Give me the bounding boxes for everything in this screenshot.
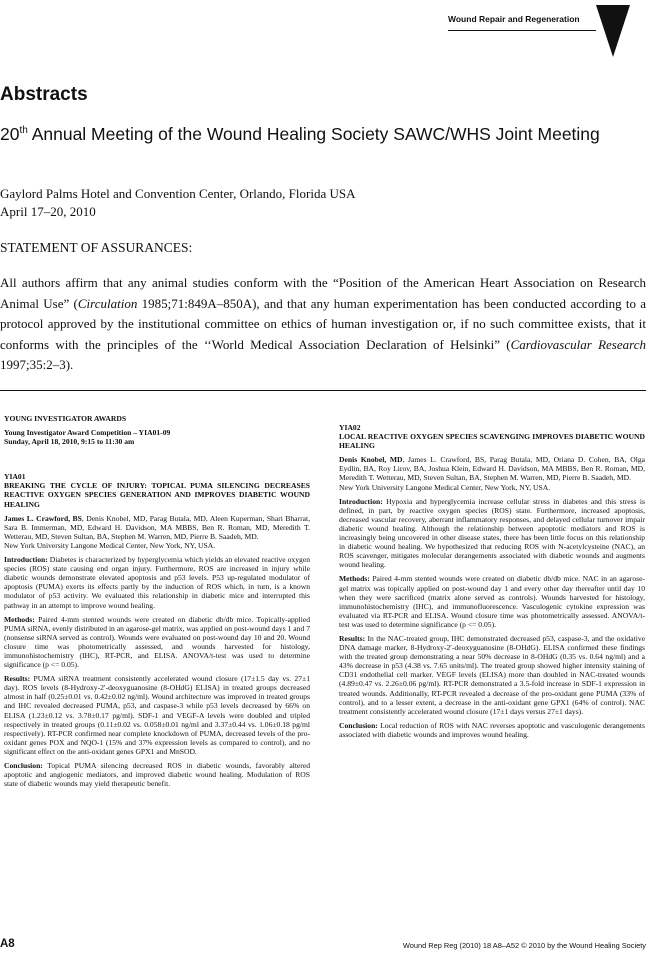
venue-block: [0, 185, 356, 221]
page-number: A8: [0, 938, 15, 950]
right-column: [339, 423, 645, 744]
assurance-heading: STATEMENT OF ASSURANCES:: [0, 240, 193, 255]
journal-citation: Wound Rep Reg (2010) 18 A8–A52 © 2010 by the Wound Healing Society: [402, 941, 646, 950]
spacer: [4, 446, 310, 472]
abstract-conclusion: [4, 761, 310, 788]
assurance-journal-1: Circulation: [77, 295, 138, 311]
conclusion-label: Conclusion:: [339, 720, 378, 730]
journal-name: Wound Repair and Regeneration: [448, 14, 580, 24]
session-time: Sunday, April 18, 2010, 9:15 to 11:30 am: [4, 437, 135, 447]
assurance-text-2: 1985;71:849A–850A), and that any human experimentation has been conducted according to a protocol approved by the institutional committee on ethics of human investigation or, if no such committee exists, that it conforms with the principles of the ‘‘World Medical Association Declaration of Helsinki” (: [0, 295, 646, 352]
abstract-results: [339, 634, 645, 716]
meeting-ordinal-suffix: th: [19, 125, 28, 136]
left-column: [4, 414, 310, 793]
introduction-text: Hypoxia and hyperglycemia increase cellular stress in diabetes and this stress is defined, in part, by reactive oxygen species (ROS) state. Furthermore, increased apoptosis, decreased vascular recovery, aberrant inflammatory responses, and delayed cellular turnover impair diabetic wound healing. Although the relationship between apoptotic mediators and ROS is increasingly being uncovered in other disease states, there has been little focus on this relationship in diabetic wound healing. We hypothesized that reducing ROS with N-acetylcysteine (NAC), an ROS scavenger, mitigates molecular derangements associated with diabetic wounds and augments wound healing.: [339, 496, 645, 570]
conclusion-text: Topical PUMA silencing decreased ROS in diabetic wounds, favorably altered apoptotic and angiogenic mediators, and improved diabetic wound healing. Modulation of ROS state of diabetic wounds may yield therapeutic benefit.: [4, 761, 310, 789]
conclusion-label: Conclusion:: [4, 761, 43, 770]
abstract-title: LOCAL REACTIVE OXYGEN SPECIES SCAVENGING IMPROVES DIABETIC WOUND HEALING: [339, 432, 645, 451]
results-label: Results:: [339, 633, 366, 643]
abstract-methods: [4, 615, 310, 670]
introduction-text: Diabetes is characterized by hyperglycemia which yields an elevated reactive oxygen species (ROS) state causing end organ injury. Furthermore, ROS are increased in injury while diabetic wounds demonstrate elevated apoptosis and p53 levels. P53 up-regulated modulator of apoptosis (PUMA) exerts its effects partly by the induction of ROS which, in turn, is a known modulator of p53 activity. We evaluated this relationship in diabetic mice and interrupted this pathway in an attempt to improve wound healing.: [4, 555, 310, 610]
abstract-authors: [4, 514, 310, 541]
abstract-results: [4, 674, 310, 756]
section-divider: [0, 390, 646, 391]
section-heading: Abstracts: [0, 84, 88, 105]
session-competition: Young Investigator Award Competition – YIA01-09: [4, 428, 171, 438]
results-text: PUMA siRNA treatment consistently accelerated wound closure (17±1.5 day vs. 27±1 day). ROS levels (8-Hydroxy-2′-deoxyguanosine (8-OHdG) ELISA) in treated groups decreased almost in half (0.25±0.01 vs. 0.42±0.02 ng/ml). Wound architecture was improved in treated groups and IHC revealed decreased PUMA, p53, and caspase-3 while p53 levels decreased by 66% on ELISA (1.23±0.12 vs. 3.78±0.17 pg/ml). SDF-1 and VEGF-A levels were doubled and tripled respectively in treated groups (0.11±0.02 vs. 0.058±0.01 ng/ml and 3.37±0.44 vs. 1.06±0.18 pg/ml respectively). RT-PCR confirmed near complete knockdown of PUMA, decreased levels of the pro-oxidant genes POX and NQO-1 (15% and 37% expression levels as compared to control), and no significant effect on the anti-oxidant genes GPX1 and MnSOD.: [4, 674, 310, 756]
abstract-conclusion: [339, 721, 645, 739]
journal-logo-wedge: [596, 5, 630, 57]
abstract-id: YIA02: [339, 423, 361, 432]
meeting-title: [0, 120, 640, 145]
presenting-author: James L. Crawford, BS: [4, 513, 82, 523]
venue-dates: April 17–20, 2010: [0, 204, 96, 219]
abstract-methods: [339, 574, 645, 629]
co-authors: , Denis Knobel, MD, Parag Butala, MD, Aleen Kuperman, Shari Bharrat, Sara B. Immerman, MD, Edward H. Davidson, MA MBBS, Ben R. Roman, MD, Meredith T. Wetterau, MD, Steven Sultan, BA, Stephen M. Warren, MD, Pierre B. Saadeh, MD.: [4, 513, 310, 541]
assurance-journal-2: Cardiovascular Research: [510, 336, 646, 352]
assurance-text-3: 1997;35:2–3).: [0, 357, 74, 373]
conclusion-text: Local reduction of ROS with NAC reverses apoptotic and vasculogenic derangements associated with diabetic wounds and improves wound healing.: [339, 720, 645, 739]
methods-label: Methods:: [339, 574, 370, 584]
session-section-title: YOUNG INVESTIGATOR AWARDS: [4, 414, 127, 423]
introduction-label: Introduction:: [339, 496, 383, 506]
meeting-title-text: Annual Meeting of the Wound Healing Society SAWC/WHS Joint Meeting: [27, 123, 600, 144]
co-authors: , James L. Crawford, BS, Parag Butala, MD, Oriana D. Cohen, BA, Olga Eydlin, BA, Roy Lirov, BA, Joshua Klein, Edward H. Davidson, MA MBBS, Ben R. Roman, MD, Meredith T. Wetterau, MD, Steven Sultan, BA, Stephen M. Warren, MD, Pierre B. Saadeh, MD.: [339, 455, 645, 483]
header-rule: [448, 30, 596, 31]
abstract-affiliation: New York University Langone Medical Center, New York, NY, USA.: [339, 482, 551, 492]
presenting-author: Denis Knobel, MD: [339, 455, 403, 465]
venue-location: Gaylord Palms Hotel and Convention Center, Orlando, Florida USA: [0, 186, 356, 201]
abstract-introduction: [339, 497, 645, 570]
abstract-id: YIA01: [4, 472, 26, 482]
results-text: In the NAC-treated group, IHC demonstrated decreased p53, caspase-3, and the oxidative DNA damage marker, 8-Hydroxy-2′-deoxyguanosine (8-OHdG). ELISA confirmed these findings with the treated group demonstrating a near 50% decrease in 8-OHdG (0.35 vs. 0.64 ng/ml) and a 43% decrease in p53 (4.38 vs. 7.65 units/ml). The treated group showed higher intensity staining of CD31 endothelial cell marker. VEGF levels (ELISA) more than doubled in NAC-treated wounds (4.89±0.47 vs. 2.26±0.06 pg/ml). RT-PCR demonstrated a 3.5-fold increase in SDF-1 expression in treated wounds. Additionally, RT-PCR revealed a decrease of the pro-oxidant gene PUMA (33% of control), and to a lesser extent, a decrease in the anti-oxidant gene GPX1 (64% of control). NAC treatment consistently accelerated wound closure (17±1 days versus 27±1 days).: [339, 633, 645, 716]
abstract-affiliation: New York University Langone Medical Center, New York, NY, USA.: [4, 540, 216, 550]
results-label: Results:: [4, 674, 31, 684]
abstract-authors: [339, 455, 645, 482]
introduction-label: Introduction:: [4, 555, 48, 565]
methods-label: Methods:: [4, 614, 35, 624]
abstract-title: BREAKING THE CYCLE OF INJURY: TOPICAL PUMA SILENCING DECREASES REACTIVE OXYGEN SPECIES GENERATION AND IMPROVES DIABETIC WOUND HEALING: [4, 481, 310, 509]
assurance-statement: [0, 273, 646, 376]
assurance-text-1: All authors affirm that any animal studies conform with the “Position of the American Heart Association on Research Animal Use” (: [0, 275, 646, 311]
methods-text: Paired 4-mm stented wounds were created on diabetic db/db mice. NAC in an agarose-gel matrix was topically applied on post-wound day 1 and every other day thereafter until day 10 when they were sacrificed (matrix alone served as controls). Wounds harvested for histology, immunohistochemistry (IHC), and immunofluorescence. Vasculogenic cytokine expression was evaluated via RT-PCR and ELISA. Wound closure time was photometrically assessed. ANOVA/t-test was used to determine significance (p <= 0.05).: [339, 574, 645, 629]
meeting-ordinal: 20: [0, 123, 20, 144]
abstract-introduction: [4, 555, 310, 610]
methods-text: Paired 4-mm stented wounds were created on diabetic db/db mice. Topically-applied PUMA siRNA, evenly distributed in an agarose-gel matrix, was applied on post-wound days 1 and 7 (nonsense siRNA served as control). Wounds were evaluated on post-wound day 10 and 20. Wound closure time was photometrically assessed, and wounds harvested for histology, immunohistochemistry (IHC), RT-PCR, and ELISA. ANOVA/t-test was used to determine significance (p <= 0.05).: [4, 614, 310, 670]
